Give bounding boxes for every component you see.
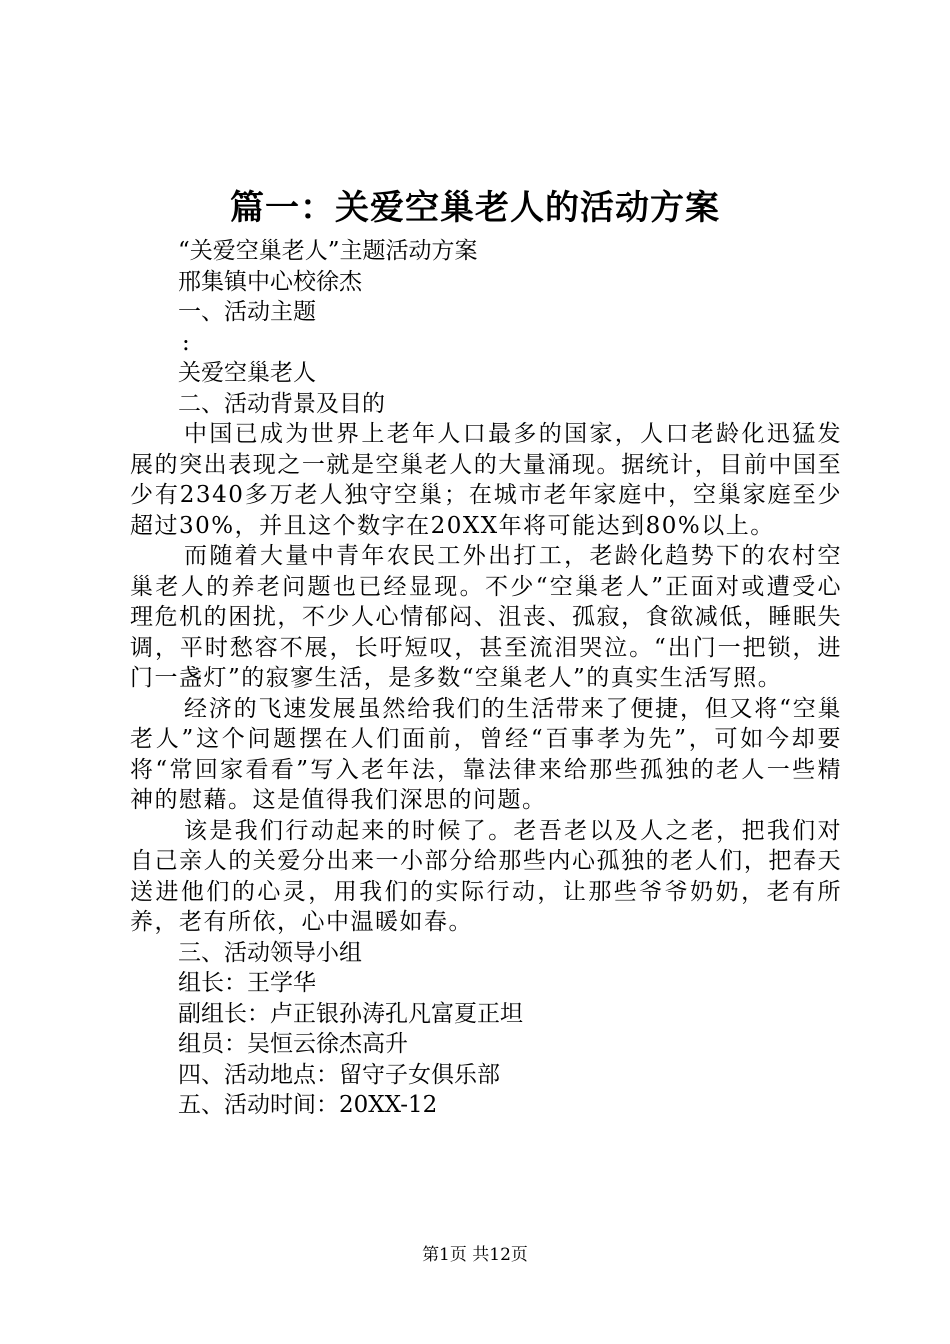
section-heading-leadership: 三、活动领导小组 xyxy=(178,939,362,966)
leader-line: 组长：王学华 xyxy=(178,970,316,996)
document-body xyxy=(130,236,842,1121)
activity-location-line: 四、活动地点：留守子女俱乐部 xyxy=(178,1061,500,1088)
deputy-leader-line: 副组长：卢正银孙涛孔凡富夏正坦 xyxy=(178,1000,523,1027)
author-line: 邢集镇中心校徐杰 xyxy=(178,268,362,295)
background-paragraph: 该是我们行动起来的时候了。老吾老以及人之老，把我们对自己亲人的关爱分出来一小部分给那些内心孤独的老人们，把春天送进他们的心灵，用我们的实际行动，让那些爷爷奶奶，老有所养，老有所依，心中温暖如春。 xyxy=(130,817,842,935)
activity-plan-subtitle: “关爱空巢老人”主题活动方案 xyxy=(178,238,478,264)
section-heading-theme: 一、活动主题 xyxy=(178,299,316,325)
page-number-footer: 第1页 共12页 xyxy=(422,1245,528,1265)
section-heading-background: 二、活动背景及目的 xyxy=(178,390,385,417)
colon-line: : xyxy=(182,329,190,356)
document-title: 篇一：关爱空巢老人的活动方案 xyxy=(230,188,720,228)
background-paragraph: 中国已成为世界上老年人口最多的国家，人口老龄化迅猛发展的突出表现之一就是空巢老人的大量涌现。据统计，目前中国至少有2340多万老人独守空巢；在城市老年家庭中，空巢家庭至少超过30%，并且这个数字在20XX年将可能达到80%以上。 xyxy=(130,421,842,539)
background-paragraph: 经济的飞速发展虽然给我们的生活带来了便捷，但又将“空巢老人”这个问题摆在人们面前，曾经“百事孝为先”，可如今却要将“常回家看看”写入老年法，靠法律来给那些孤独的老人一些精神的慰藉。这是值得我们深思的问题。 xyxy=(130,695,842,813)
activity-theme: 关爱空巢老人 xyxy=(178,360,316,386)
activity-time-line: 五、活动时间：20XX-12 xyxy=(178,1092,438,1118)
members-line: 组员：吴恒云徐杰高升 xyxy=(178,1031,408,1057)
background-paragraph: 而随着大量中青年农民工外出打工，老龄化趋势下的农村空巢老人的养老问题也已经显现。不少“空巢老人”正面对或遭受心理危机的困扰，不少人心情郁闷、沮丧、孤寂，食欲减低，睡眠失调，平时愁容不展，长吁短叹，甚至流泪哭泣。“出门一把锁，进门一盏灯”的寂寥生活，是多数“空巢老人”的真实生活写照。 xyxy=(130,543,842,691)
